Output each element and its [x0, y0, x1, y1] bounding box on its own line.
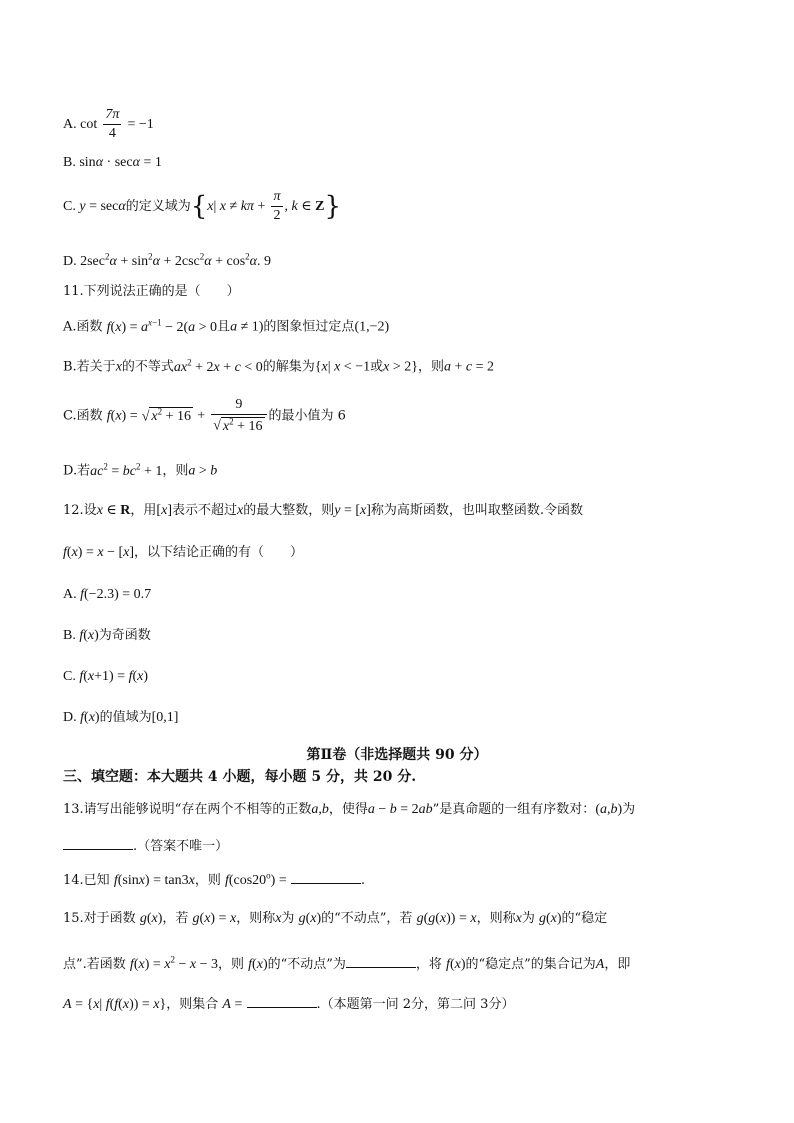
sqrt-expression: √ $x^2 + 16$	[141, 406, 192, 425]
q10-option-b: B. sinα · secα = 1	[63, 155, 162, 170]
section3-title: 三、填空题：本大题共 4 小题，每小题 5 分，共 20 分.	[63, 769, 417, 785]
q12-option-d: D. f(x)的值域为[0,1]	[63, 710, 179, 725]
q10-option-c: C. y = secα的定义域为{x| x ≠ kπ + $\frac{\pi}{2}$ , k ∈ Z}	[63, 189, 341, 223]
answer-blank[interactable]	[346, 955, 416, 968]
q10-option-d: D. $2\sec^2\alpha + \sin^2\alpha + 2\csc^2\alpha + \cos^2\alpha$. 9	[63, 251, 272, 269]
q12-option-c: C. f(x+1) = f(x)	[63, 669, 149, 684]
q12-option-a: A. f(−2.3) = 0.7	[63, 587, 152, 602]
q15-line3: A = {x| f(f(x)) = x}，则集合 A = .（本题第一问 2分，第二问 3分）	[63, 997, 515, 1012]
answer-blank[interactable]	[247, 995, 317, 1008]
q11-option-b: B.若关于x的不等式$ax^2 + 2x + c < 0$的解集为{x| x < −1或x > 2}，则a + c = 2	[63, 357, 494, 375]
q12-stem-line1: 12.设x ∈ R，用[x]表示不超过x的最大整数，则y = [x]称为高斯函数，也叫取整函数.令函数	[63, 503, 584, 518]
q11-stem: 11.下列说法正确的是（ ）	[63, 284, 240, 299]
q11-option-a: A.函数 $f(x) = a^{x-1} - 2(a > 0$且a ≠ 1)的图象恒过定点(1,−2)	[63, 317, 390, 335]
q12-option-b: B. f(x)为奇函数	[63, 628, 151, 643]
q15-line2: 点”.若函数 $f(x) = x^2 - x - 3$，则 f(x)的“不动点”为 ，将 f(x)的“稳定点”的集合记为A，即	[63, 954, 631, 972]
q13-line2: .（答案不唯一）	[63, 837, 228, 853]
fraction: $\frac{7\pi}{4}$	[105, 107, 120, 141]
part2-title: 第Ⅱ卷（非选择题共 90 分）	[306, 747, 488, 763]
q14-line: 14.已知 f(sinx) = tan3x，则 $f(\cos 20^o)$ = .	[63, 870, 366, 888]
answer-blank[interactable]	[63, 837, 133, 850]
q11-option-d: D.若$ac^2 = bc^2 + 1$，则a > b	[63, 461, 218, 479]
q10-option-a: A. cot $\frac{7\pi}{4}$ = −1	[63, 107, 154, 141]
q12-stem-line2: f(x) = x − [x]，以下结论正确的有（ ）	[63, 545, 304, 560]
q15-line1: 15.对于函数 g(x)，若 g(x) = x，则称x为 g(x)的“不动点”，若 g(g(x)) = x，则称x为 g(x)的“稳定	[63, 911, 608, 926]
q13-line1: 13.请写出能够说明“存在两个不相等的正数a,b，使得a − b = 2ab”是真命题的一组有序数对：(a,b)为	[63, 802, 636, 817]
q11-option-c: C.函数 f(x) = √ $x^2 + 16$ + $\frac{9}{√ x^2 + 16}$ 的最小值为 6	[63, 397, 346, 434]
answer-blank[interactable]	[291, 871, 361, 884]
fraction: $\frac{\pi}{2}$	[273, 189, 281, 223]
fraction: $\frac{9}{√ x^2 + 16}$	[211, 398, 266, 434]
